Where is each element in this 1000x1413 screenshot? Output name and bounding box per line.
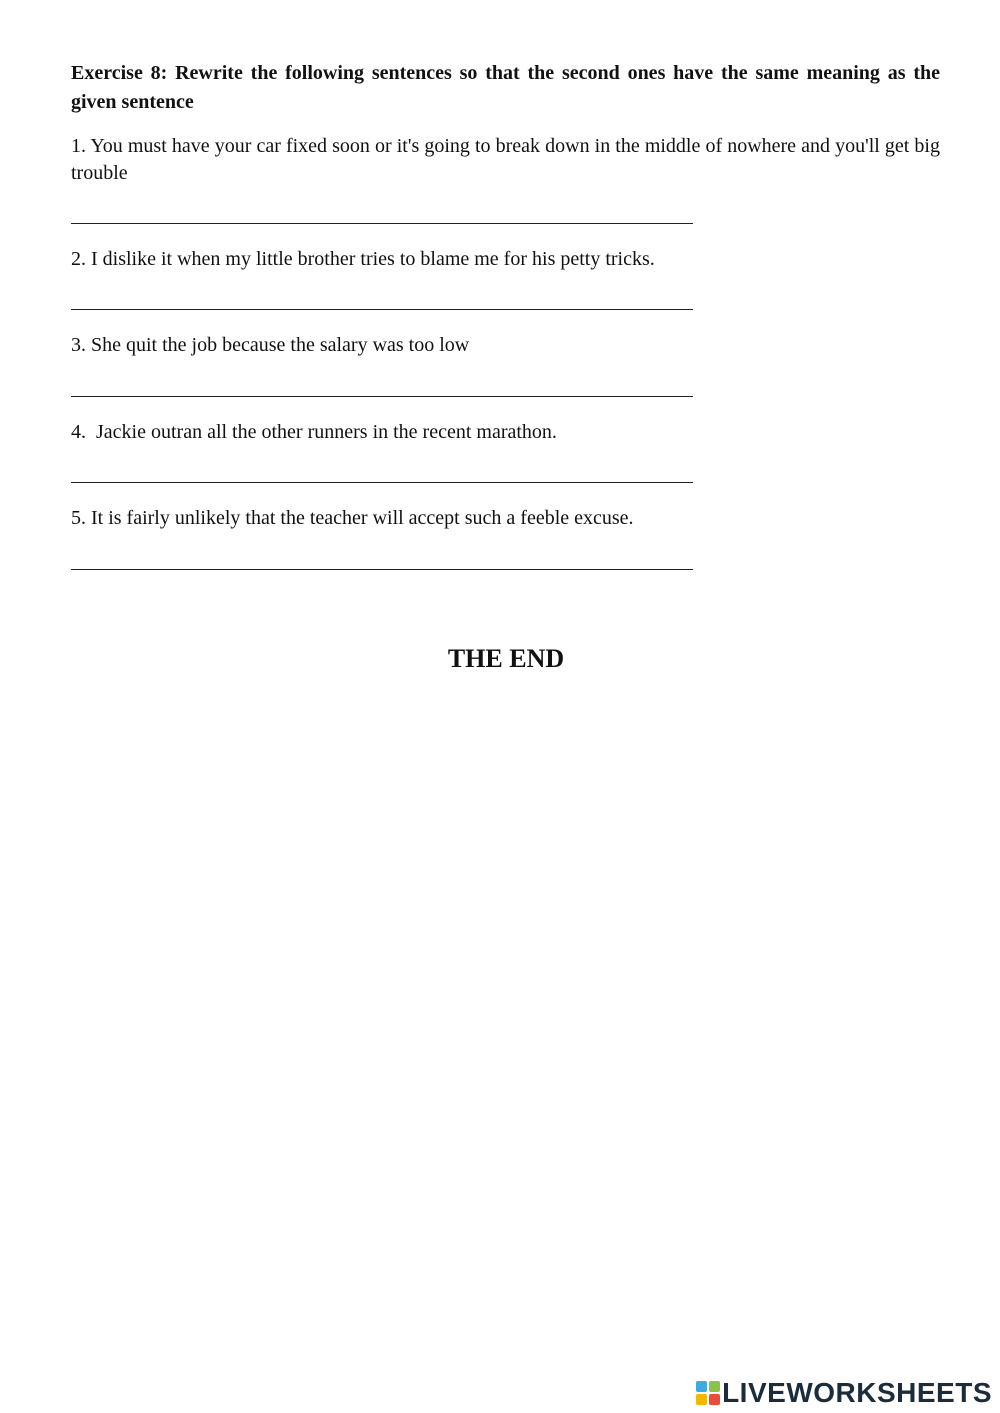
answer-line-1[interactable]: [71, 223, 693, 224]
closing-title: THE END: [447, 644, 565, 673]
answer-line-2[interactable]: [71, 309, 693, 310]
question-3: 3. She quit the job because the salary was too low: [71, 334, 470, 356]
question-2: 2. I dislike it when my little brother tries to blame me for his petty tricks.: [71, 248, 655, 270]
answer-line-4[interactable]: [71, 482, 693, 483]
question-1: 1. You must have your car fixed soon or it's going to break down in the middle of nowhere and you'll get big trouble: [71, 135, 940, 184]
question-5: 5. It is fairly unlikely that the teacher will accept such a feeble excuse.: [71, 507, 634, 529]
liveworksheets-logo-icon: [696, 1381, 720, 1405]
watermark-text: LIVEWORKSHEETS: [722, 1377, 992, 1408]
answer-line-5[interactable]: [71, 569, 693, 570]
answer-line-3[interactable]: [71, 396, 693, 397]
exercise-heading: Exercise 8: Rewrite the following sentences so that the second ones have the same meaning as the given sentence: [71, 62, 940, 113]
question-4: 4. Jackie outran all the other runners in the recent marathon.: [71, 421, 557, 443]
liveworksheets-watermark: [696, 1378, 992, 1408]
